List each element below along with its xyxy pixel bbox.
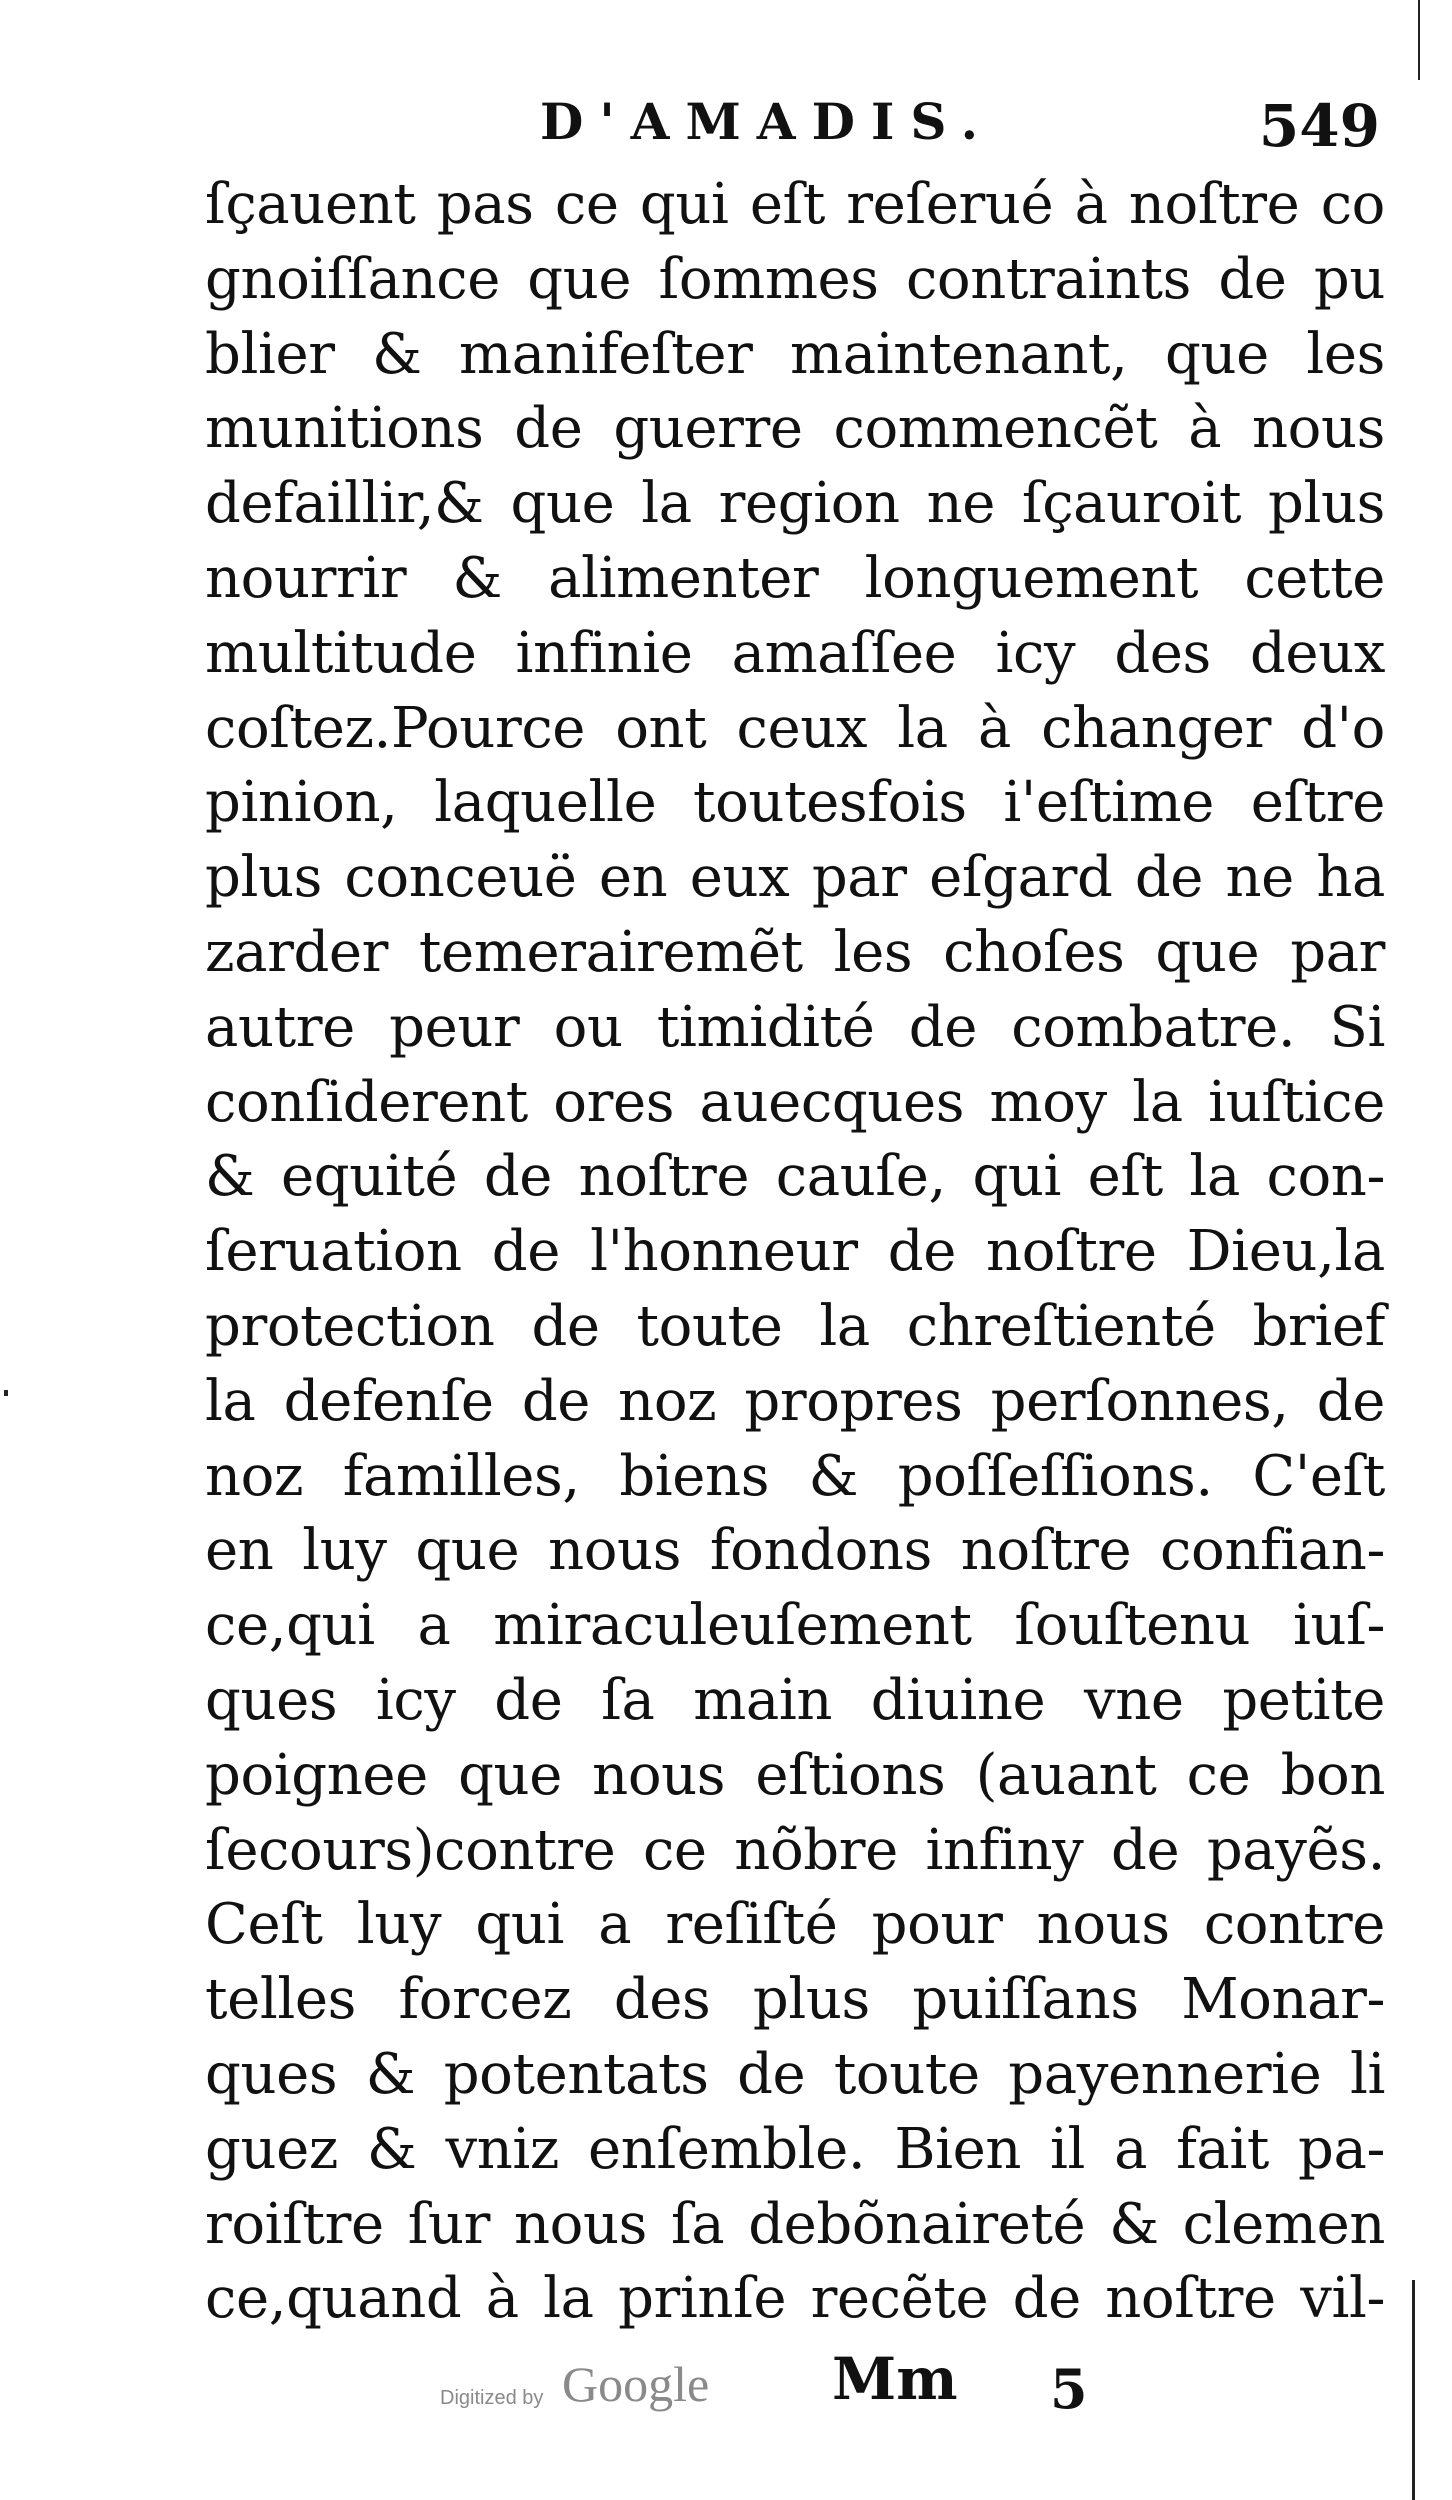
gathering-number: 5 <box>1050 2357 1088 2421</box>
text-line: Ceſt luy qui a reſiſté pour nous contre <box>205 1892 1385 1958</box>
text-line: protection de toute la chreſtienté brief <box>205 1293 1385 1359</box>
text-line: plus conceuë en eux par eſgard de ne ha <box>205 845 1385 911</box>
text-line: coſtez.Pource ont ceux la à changer d'o <box>205 695 1385 761</box>
text-line: telles forcez des plus puiſſans Monar- <box>205 1967 1385 2033</box>
scan-edge-mark <box>4 1390 8 1396</box>
page-footer <box>0 2345 1452 2435</box>
body-text <box>205 168 1385 2337</box>
text-line: blier & manifeſter maintenant, que les <box>205 321 1385 387</box>
text-line: defaillir,& que la region ne ſçauroit plus <box>205 471 1385 537</box>
text-line: roiſtre ſur nous ſa debõnaireté & clemen <box>205 2191 1385 2257</box>
text-line: ques icy de ſa main diuine vne petite <box>205 1667 1385 1733</box>
text-line: guez & vniz enſemble. Bien il a fait pa- <box>205 2116 1385 2182</box>
text-line: gnoiſſance que ſommes contraints de pu <box>205 246 1385 312</box>
text-line: poignee que nous eſtions (auant ce bon <box>205 1742 1385 1808</box>
google-watermark: Google <box>562 2356 710 2412</box>
text-line: & equité de noſtre cauſe, qui eſt la con- <box>205 1144 1385 1210</box>
text-line: pinion, laquelle toutesfois i'eſtime eſtre <box>205 770 1385 836</box>
text-line: ſeruation de l'honneur de noſtre Dieu,la <box>205 1219 1385 1285</box>
signature-mark: Mm <box>832 2345 958 2413</box>
scan-edge-mark <box>1418 0 1420 80</box>
page-number: 549 <box>1258 92 1380 160</box>
text-line: nourrir & alimenter longuement cette <box>205 545 1385 611</box>
text-line: noz familles, biens & poſſeſſions. C'eſt <box>205 1443 1385 1509</box>
page-header <box>200 92 1380 172</box>
text-line: ce,qui a miraculeuſement ſouſtenu iuſ- <box>205 1593 1385 1659</box>
text-line: ques & potentats de toute payennerie li <box>205 2041 1385 2107</box>
text-line: ce,quand à la prinſe recẽte de noſtre vil- <box>205 2266 1385 2332</box>
text-line: multitude infinie amaſſee icy des deux <box>205 620 1385 686</box>
text-line: zarder temerairemẽt les choſes que par <box>205 919 1385 985</box>
text-line: conſiderent ores auecques moy la iuſtice <box>205 1069 1385 1135</box>
text-line: autre peur ou timidité de combatre. Si <box>205 994 1385 1060</box>
text-line: en luy que nous fondons noſtre confian- <box>205 1518 1385 1584</box>
text-line: ſecours)contre ce nõbre infiny de payẽs. <box>205 1817 1385 1883</box>
text-line: la defenſe de noz propres perſonnes, de <box>205 1368 1385 1434</box>
scan-edge-mark <box>1412 2280 1415 2500</box>
text-line: munitions de guerre commencẽt à nous <box>205 396 1385 462</box>
digitized-by-label: Digitized by <box>440 2387 544 2409</box>
text-line: ſçauent pas ce qui eſt reſerué à noſtre co <box>205 172 1385 237</box>
running-title: D'AMADIS. <box>540 92 995 151</box>
